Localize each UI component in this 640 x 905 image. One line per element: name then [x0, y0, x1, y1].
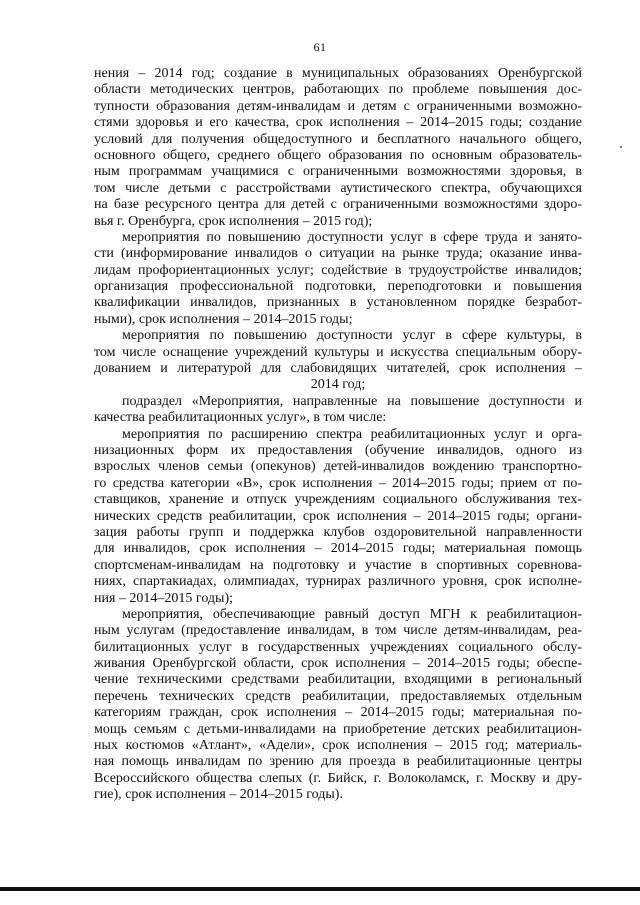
text-line: качества реабилитационных услуг», в том числе: — [94, 410, 387, 426]
text-line: основного общего, среднего общего образования по основным образователь- — [94, 147, 582, 163]
text-line: чение техническими средствами реабилитации, входящими в региональный — [94, 672, 582, 688]
text-line: зация работы групп и поддержка клубов оздоровительной направленности — [94, 524, 582, 540]
text-line: лидам профориентационных услуг; содействие в трудоустройстве инвалидов; — [94, 262, 582, 278]
text-line: дованием и литературой для слабовидящих читателей, срок исполнения – — [94, 361, 582, 377]
text-line: билитационных услуг в государственных учреждениях социального обслу- — [94, 639, 582, 655]
text-line: сти (информирование инвалидов о ситуации на рынке труда; оказание инва- — [94, 246, 582, 262]
text-line: ная помощь инвалидам по зрению для проезда в реабилитационные центры — [94, 754, 582, 770]
text-line: категориям граждан, срок исполнения – 2014–2015 годы; материальная по- — [94, 705, 582, 721]
text-line: ными), срок исполнения – 2014–2015 годы; — [94, 311, 353, 327]
text-line: низационных форм их предоставления (обучение инвалидов, одного из — [94, 442, 582, 458]
text-line: спортсменам-инвалидам на подготовку и участие в спортивных соревнова- — [94, 557, 582, 573]
text-line: том числе детьми с расстройствами аутистического спектра, обучающихся — [94, 180, 582, 196]
text-line: мероприятия, обеспечивающие равный доступ МГН к реабилитацион- — [122, 606, 582, 622]
text-line: организация профессиональной подготовки, переподготовки и повышения — [94, 279, 582, 295]
text-line: подраздел «Мероприятия, направленные на повышение доступности и — [122, 393, 582, 409]
text-line: ным услугам (предоставление инвалидам, в том числе детям-инвалидам, реа- — [94, 623, 582, 639]
text-line: ным программам учащимися с ограниченными возможностями здоровья, в — [94, 164, 582, 180]
text-line: взрослых членов семьи (опекунов) детей-инвалидов вождению транспортно- — [94, 459, 582, 475]
text-line: мероприятия по расширению спектра реабилитационных услуг и орга- — [122, 426, 582, 442]
text-line: нения – 2014 год; создание в муниципальных образованиях Оренбургской — [94, 66, 582, 81]
text-line: 2014 год; — [310, 377, 366, 393]
text-line: мероприятия по повышению доступности услуг в сфере труда и занято- — [122, 229, 582, 245]
text-line: том числе оснащение учреждений культуры и искусства специальным обору- — [94, 344, 582, 360]
text-line: Всероссийского общества слепых (г. Бийск, г. Волоколамск, г. Москву и дру- — [94, 770, 582, 786]
text-line: квалификации инвалидов, признанных в установленном порядке безработ- — [94, 295, 582, 311]
text-line: тупности образования детям-инвалидам и детям с ограниченными возможно- — [94, 98, 582, 114]
text-line: для инвалидов, срок исполнения – 2014–2015 годы; материальная помощь — [94, 541, 582, 557]
document-body — [94, 66, 582, 804]
text-line: гие), срок исполнения – 2014–2015 годы). — [94, 787, 343, 803]
text-line: го средства категории «В», срок исполнения – 2014–2015 годы; прием от по- — [94, 475, 582, 491]
text-line: стями здоровья и его качества, срок исполнения – 2014–2015 годы; создание — [94, 115, 582, 131]
text-line: условий для получения общедоступного и бесплатного начального общего, — [94, 131, 582, 147]
text-line: живания Оренбургской области, срок исполнения – 2014–2015 годы; обеспе- — [94, 656, 582, 672]
text-line: вья г. Оренбурга, срок исполнения – 2015 год); — [94, 213, 373, 229]
text-line: мероприятия по повышению доступности услуг в сфере культуры, в — [122, 328, 582, 344]
text-line: мощь семьям с детьми-инвалидами на приобретение детских реабилитацион- — [94, 721, 582, 737]
text-line: ниях, спартакиадах, олимпиадах, турнирах различного уровня, срок исполне- — [94, 574, 582, 590]
text-line: нических средств реабилитации, срок исполнения – 2014–2015 годы; органи- — [94, 508, 582, 524]
text-line: области методических центров, работающих по проблеме повышения дос- — [94, 82, 582, 98]
scan-speck — [620, 146, 622, 148]
text-line: ставщиков, хранение и отпуск учреждениям социального обслуживания тех- — [94, 492, 582, 508]
text-line: на базе ресурсного центра для детей с ограниченными возможностями здоро- — [94, 197, 582, 213]
bottom-rule — [0, 887, 640, 891]
page-number: 61 — [313, 40, 327, 54]
text-line: ния – 2014–2015 годы); — [94, 590, 233, 606]
text-line: ных костюмов «Атлант», «Адели», срок исполнения – 2015 год; материаль- — [94, 738, 582, 754]
text-line: перечень технических средств реабилитации, предоставляемых отдельным — [94, 688, 582, 704]
